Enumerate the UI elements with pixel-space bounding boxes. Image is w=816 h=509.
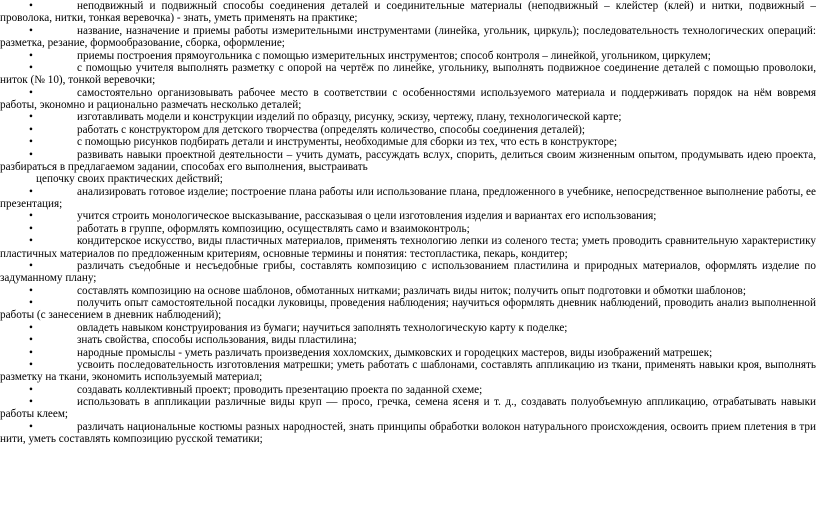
list-item: • овладеть навыком конструирования из бумаги; научиться заполнять технологическую карту к поделке;: [29, 321, 568, 334]
list-item-text: получить опыт самостоятельной посадки луковицы, проведения наблюдения; научиться оформлять дневник наблюдений, проводить анализ выполненной работы (с занесением в дневник наблюдений);: [0, 297, 816, 322]
list-item: • составлять композицию на основе шаблонов, обмотанных нитками; различать виды ниток; получить опыт подготовки и обмотки шаблонов;: [29, 284, 746, 297]
list-item-text: с помощью учителя выполнять разметку с опорой на чертёж по линейке, угольнику, выполнять подвижное соединение деталей с помощью проволоки, ниток (№ 10), тонкой веревочки;: [0, 61, 816, 87]
list-item: • изготавливать модели и конструкции изделий по образцу, рисунку, эскизу, чертежу, плану, технологической карте;: [29, 111, 622, 124]
list-item-text: название, назначение и приемы работы измерительными инструментами (линейка, угольник, циркуль); последовательность технологических операций: разметка, резание, формообразование, сборка, оформление;: [0, 24, 816, 50]
list-item: • учится строить монологическое высказывание, рассказывая о цели изготовления изделия и вариантах его использования;: [29, 210, 657, 223]
list-item: • работать в группе, оформлять композицию, осуществлять само и взаимоконтроль;: [29, 222, 470, 235]
list-item-text: создавать коллективный проект; проводить презентацию проекта по заданной схеме;: [77, 383, 483, 396]
list-item: • создавать коллективный проект; проводить презентацию проекта по заданной схеме;: [29, 383, 483, 396]
list-item-text: работать с конструктором для детского творчества (определять количество, способы соединения деталей);: [77, 123, 586, 136]
list-item-text: приемы построения прямоугольника с помощью измерительных инструментов; способ контроля – линейкой, угольником, циркулем;: [77, 49, 711, 62]
list-item: • развивать навыки проектной деятельности – учить думать, рассуждать вслух, спорить, делиться своим жизненным опытом, продумывать идею проекта, разбираться в предлагаемом задании, способах его выполнения, выстраивать: [0, 148, 816, 173]
list-item: • с помощью учителя выполнять разметку с опорой на чертёж по линейке, угольнику, выполнять подвижное соединение деталей с помощью проволоки, ниток (№ 10), тонкой веревочки;: [0, 61, 816, 87]
list-item-text: составлять композицию на основе шаблонов, обмотанных нитками; различать виды ниток; получить опыт подготовки и обмотки шаблонов;: [77, 284, 746, 297]
list-item-text: работать в группе, оформлять композицию, осуществлять само и взаимоконтроль;: [77, 222, 470, 235]
list-item: • использовать в аппликации различные виды круп — просо, гречка, семена ясеня и т. д., создавать полуобъемную аппликацию, отрабатывать навыки работы клеем;: [0, 396, 816, 421]
list-item-continuation: цепочку своих практических действий;: [36, 173, 223, 186]
list-item-text: неподвижный и подвижный способы соединения деталей и соединительные материалы (неподвижный – клейстер (клей) и нитки, подвижный – проволока, нитки, тонкая веревочка) - знать, уметь применять на практике;: [0, 0, 816, 25]
list-item-text: кондитерское искусство, виды пластичных материалов, применять технологию лепки из соленого теста; уметь проводить сравнительную характеристику пластичных материалов по предложенным критериям, основные термины и понятия: тестопластика, пекарь, кондитер;: [0, 235, 816, 260]
list-item-text: изготавливать модели и конструкции изделий по образцу, рисунку, эскизу, чертежу, плану, технологической карте;: [77, 111, 622, 124]
list-item-text: использовать в аппликации различные виды круп — просо, гречка, семена ясеня и т. д., создавать полуобъемную аппликацию, отрабатывать навыки работы клеем;: [0, 396, 816, 421]
list-item-text: анализировать готовое изделие; построение плана работы или использование плана, предложенного в учебнике, непосредственное выполнение работы, ее презентация;: [0, 185, 816, 210]
list-item-text: различать национальные костюмы разных народностей, знать принципы обработки волокон натурального происхождения, освоить прием плетения в три нити, уметь составлять композицию русской тематики;: [0, 420, 816, 446]
list-item-text: самостоятельно организовывать рабочее место в соответствии с особенностями используемого материала и поддерживать порядок на нём вовремя работы, экономно и рационально размечать несколько деталей;: [0, 86, 816, 111]
list-item: • неподвижный и подвижный способы соединения деталей и соединительные материалы (неподвижный – клейстер (клей) и нитки, подвижный – проволока, нитки, тонкая веревочка) - знать, уметь применять на практике;: [0, 0, 816, 25]
list-item-text: с помощью рисунков подбирать детали и инструменты, необходимые для сборки из тех, что есть в конструкторе;: [77, 136, 618, 149]
list-item: • с помощью рисунков подбирать детали и инструменты, необходимые для сборки из тех, что есть в конструкторе;: [29, 136, 618, 149]
list-item: • анализировать готовое изделие; построение плана работы или использование плана, предложенного в учебнике, непосредственное выполнение работы, ее презентация;: [0, 185, 816, 210]
list-item: • различать национальные костюмы разных народностей, знать принципы обработки волокон натурального происхождения, освоить прием плетения в три нити, уметь составлять композицию русской тематики;: [0, 420, 816, 446]
list-item: • приемы построения прямоугольника с помощью измерительных инструментов; способ контроля – линейкой, угольником, циркулем;: [29, 49, 711, 62]
list-item: • получить опыт самостоятельной посадки луковицы, проведения наблюдения; научиться оформлять дневник наблюдений, проводить анализ выполненной работы (с занесением в дневник наблюдений);: [0, 297, 816, 322]
list-item-text: различать съедобные и несъедобные грибы, составлять композицию с использованием пластилина и природных материалов, оформлять изделие по задуманному плану;: [0, 259, 816, 285]
list-item: • работать с конструктором для детского творчества (определять количество, способы соединения деталей);: [29, 123, 586, 136]
list-item: • народные промыслы - уметь различать произведения хохломских, дымковских и городецких мастеров, виды изображений матрешек;: [29, 346, 713, 359]
list-item: • самостоятельно организовывать рабочее место в соответствии с особенностями используемого материала и поддерживать порядок на нём вовремя работы, экономно и рационально размечать несколько деталей;: [0, 86, 816, 111]
list-item: • различать съедобные и несъедобные грибы, составлять композицию с использованием пластилина и природных материалов, оформлять изделие по задуманному плану;: [0, 259, 816, 285]
list-item-text: учится строить монологическое высказывание, рассказывая о цели изготовления изделия и вариантах его использования;: [77, 210, 657, 223]
list-item: • усвоить последовательность изготовления матрешки; уметь работать с шаблонами, составлять аппликацию из ткани, применять навыки кроя, выполнять разметку на ткани, экономить используемый материал;: [0, 358, 816, 384]
list-item: • кондитерское искусство, виды пластичных материалов, применять технологию лепки из соленого теста; уметь проводить сравнительную характеристику пластичных материалов по предложенным критериям, основные термины и понятия: тестопластика, пекарь, кондитер;: [0, 235, 816, 260]
list-item-text: развивать навыки проектной деятельности – учить думать, рассуждать вслух, спорить, делиться своим жизненным опытом, продумывать идею проекта, разбираться в предлагаемом задании, способах его выполнения, выстраивать: [0, 148, 816, 173]
list-item: • название, назначение и приемы работы измерительными инструментами (линейка, угольник, циркуль); последовательность технологических операций: разметка, резание, формообразование, сборка, оформление;: [0, 24, 816, 50]
list-item-text: народные промыслы - уметь различать произведения хохломских, дымковских и городецких мастеров, виды изображений матрешек;: [77, 346, 713, 359]
list-item-text: овладеть навыком конструирования из бумаги; научиться заполнять технологическую карту к поделке;: [77, 321, 568, 334]
list-item-text: знать свойства, способы использования, виды пластилина;: [77, 334, 357, 347]
list-item: • знать свойства, способы использования, виды пластилина;: [29, 334, 357, 347]
list-item-text: усвоить последовательность изготовления матрешки; уметь работать с шаблонами, составлять аппликацию из ткани, применять навыки кроя, выполнять разметку на ткани, экономить используемый материал;: [0, 358, 816, 384]
